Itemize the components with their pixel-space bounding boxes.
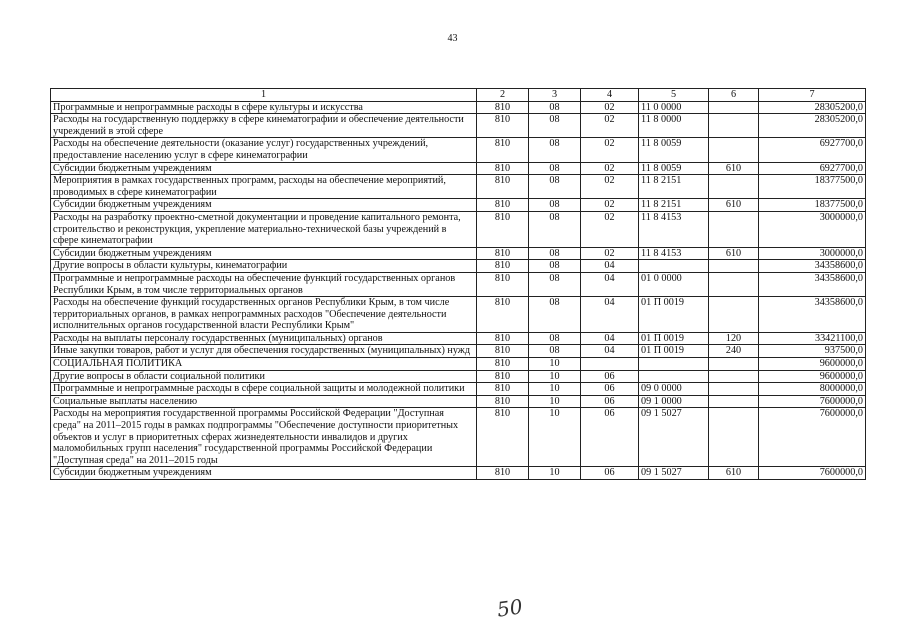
row-subsection-code: 02 bbox=[581, 211, 639, 247]
row-section-code: 08 bbox=[529, 138, 581, 162]
row-expense-type: 610 bbox=[709, 467, 759, 480]
row-subsection-code: 06 bbox=[581, 383, 639, 396]
row-ministry-code: 810 bbox=[477, 345, 529, 358]
row-name: Субсидии бюджетным учреждениям bbox=[51, 247, 477, 260]
row-name: Социальные выплаты населению bbox=[51, 395, 477, 408]
row-ministry-code: 810 bbox=[477, 395, 529, 408]
header-col-2: 2 bbox=[477, 89, 529, 102]
row-ministry-code: 810 bbox=[477, 101, 529, 114]
row-ministry-code: 810 bbox=[477, 247, 529, 260]
table-row bbox=[51, 408, 866, 467]
row-name: Расходы на обеспечение функций государственных органов Республики Крым, в том числе территориальных органов, в рамках непрограммных расходов "Обеспечение деятельности исполнительных органов государственной власти Республики Крым" bbox=[51, 297, 477, 333]
row-section-code: 08 bbox=[529, 162, 581, 175]
row-expense-type bbox=[709, 138, 759, 162]
row-target-code bbox=[639, 358, 709, 371]
row-ministry-code: 810 bbox=[477, 175, 529, 199]
row-amount: 7600000,0 bbox=[759, 467, 866, 480]
row-ministry-code: 810 bbox=[477, 383, 529, 396]
row-subsection-code: 06 bbox=[581, 467, 639, 480]
header-row bbox=[51, 89, 866, 102]
row-name: Другие вопросы в области социальной политики bbox=[51, 370, 477, 383]
row-expense-type bbox=[709, 408, 759, 467]
row-section-code: 08 bbox=[529, 272, 581, 296]
row-expense-type bbox=[709, 370, 759, 383]
row-amount: 9600000,0 bbox=[759, 358, 866, 371]
row-amount: 6927700,0 bbox=[759, 138, 866, 162]
row-subsection-code: 02 bbox=[581, 101, 639, 114]
row-target-code: 11 8 2151 bbox=[639, 199, 709, 212]
row-name: Субсидии бюджетным учреждениям bbox=[51, 467, 477, 480]
table-row bbox=[51, 175, 866, 199]
row-section-code: 08 bbox=[529, 211, 581, 247]
row-subsection-code: 04 bbox=[581, 297, 639, 333]
row-expense-type: 610 bbox=[709, 162, 759, 175]
row-target-code: 11 8 2151 bbox=[639, 175, 709, 199]
row-expense-type bbox=[709, 395, 759, 408]
table-row bbox=[51, 101, 866, 114]
row-name: Субсидии бюджетным учреждениям bbox=[51, 162, 477, 175]
row-expense-type bbox=[709, 297, 759, 333]
row-amount: 8000000,0 bbox=[759, 383, 866, 396]
row-subsection-code: 06 bbox=[581, 370, 639, 383]
row-name: СОЦИАЛЬНАЯ ПОЛИТИКА bbox=[51, 358, 477, 371]
row-target-code: 09 1 5027 bbox=[639, 467, 709, 480]
row-name: Расходы на выплаты персоналу государственных (муниципальных) органов bbox=[51, 332, 477, 345]
row-section-code: 10 bbox=[529, 358, 581, 371]
table-row bbox=[51, 138, 866, 162]
row-target-code: 01 П 0019 bbox=[639, 297, 709, 333]
row-ministry-code: 810 bbox=[477, 408, 529, 467]
row-ministry-code: 810 bbox=[477, 467, 529, 480]
row-section-code: 08 bbox=[529, 114, 581, 138]
row-target-code: 09 1 5027 bbox=[639, 408, 709, 467]
table-row bbox=[51, 272, 866, 296]
header-col-1: 1 bbox=[51, 89, 477, 102]
row-section-code: 08 bbox=[529, 345, 581, 358]
row-expense-type bbox=[709, 358, 759, 371]
row-subsection-code: 02 bbox=[581, 175, 639, 199]
row-amount: 33421100,0 bbox=[759, 332, 866, 345]
row-subsection-code: 04 bbox=[581, 260, 639, 273]
row-expense-type bbox=[709, 272, 759, 296]
header-col-7: 7 bbox=[759, 89, 866, 102]
page-number: 43 bbox=[447, 33, 458, 44]
row-subsection-code: 06 bbox=[581, 408, 639, 467]
row-ministry-code: 810 bbox=[477, 358, 529, 371]
row-subsection-code: 02 bbox=[581, 199, 639, 212]
row-amount: 34358600,0 bbox=[759, 260, 866, 273]
row-target-code: 01 П 0019 bbox=[639, 332, 709, 345]
table-row bbox=[51, 395, 866, 408]
row-expense-type bbox=[709, 175, 759, 199]
row-amount: 28305200,0 bbox=[759, 101, 866, 114]
row-expense-type bbox=[709, 383, 759, 396]
row-target-code bbox=[639, 370, 709, 383]
table-row bbox=[51, 297, 866, 333]
row-amount: 18377500,0 bbox=[759, 175, 866, 199]
row-subsection-code: 02 bbox=[581, 247, 639, 260]
header-col-6: 6 bbox=[709, 89, 759, 102]
row-expense-type bbox=[709, 211, 759, 247]
row-ministry-code: 810 bbox=[477, 211, 529, 247]
row-target-code: 11 8 0000 bbox=[639, 114, 709, 138]
row-name: Программные и непрограммные расходы в сфере культуры и искусства bbox=[51, 101, 477, 114]
row-subsection-code: 02 bbox=[581, 162, 639, 175]
row-subsection-code bbox=[581, 358, 639, 371]
header-col-4: 4 bbox=[581, 89, 639, 102]
handwritten-signature: 50 bbox=[495, 594, 524, 622]
row-section-code: 08 bbox=[529, 199, 581, 212]
row-ministry-code: 810 bbox=[477, 260, 529, 273]
table-row bbox=[51, 358, 866, 371]
row-expense-type bbox=[709, 260, 759, 273]
row-expense-type bbox=[709, 101, 759, 114]
row-name: Расходы на государственную поддержку в сфере кинематографии и обеспечение деятельности учреждений в этой сфере bbox=[51, 114, 477, 138]
row-target-code: 11 0 0000 bbox=[639, 101, 709, 114]
row-target-code: 11 8 4153 bbox=[639, 247, 709, 260]
row-ministry-code: 810 bbox=[477, 332, 529, 345]
row-section-code: 08 bbox=[529, 247, 581, 260]
header-col-5: 5 bbox=[639, 89, 709, 102]
budget-table bbox=[50, 88, 866, 480]
row-section-code: 10 bbox=[529, 467, 581, 480]
row-section-code: 10 bbox=[529, 395, 581, 408]
row-name: Программные и непрограммные расходы в сфере социальной защиты и молодежной политики bbox=[51, 383, 477, 396]
row-amount: 937500,0 bbox=[759, 345, 866, 358]
row-amount: 34358600,0 bbox=[759, 297, 866, 333]
row-subsection-code: 02 bbox=[581, 114, 639, 138]
row-target-code: 11 8 0059 bbox=[639, 162, 709, 175]
row-target-code bbox=[639, 260, 709, 273]
row-ministry-code: 810 bbox=[477, 272, 529, 296]
row-section-code: 08 bbox=[529, 260, 581, 273]
row-target-code: 01 П 0019 bbox=[639, 345, 709, 358]
row-name: Расходы на обеспечение деятельности (оказание услуг) государственных учреждений, предоставление населению услуг в сфере кинематографии bbox=[51, 138, 477, 162]
row-section-code: 08 bbox=[529, 332, 581, 345]
row-name: Другие вопросы в области культуры, кинематографии bbox=[51, 260, 477, 273]
row-amount: 7600000,0 bbox=[759, 408, 866, 467]
row-amount: 28305200,0 bbox=[759, 114, 866, 138]
row-ministry-code: 810 bbox=[477, 114, 529, 138]
row-name: Программные и непрограммные расходы на обеспечение функций государственных органов Республики Крым, в том числе территориальных органов bbox=[51, 272, 477, 296]
row-section-code: 10 bbox=[529, 383, 581, 396]
row-subsection-code: 02 bbox=[581, 138, 639, 162]
table-row bbox=[51, 199, 866, 212]
row-expense-type: 240 bbox=[709, 345, 759, 358]
row-subsection-code: 04 bbox=[581, 272, 639, 296]
row-target-code: 11 8 4153 bbox=[639, 211, 709, 247]
row-name: Расходы на мероприятия государственной программы Российской Федерации "Доступная среда" на 2011–2015 годы в рамках подпрограммы "Обеспечение доступности приоритетных объектов и услуг в приоритетных сферах жизнедеятельности инвалидов и других маломобильных групп населения" государственной программы Российской Федерации "Доступная среда" на 2011–2015 годы bbox=[51, 408, 477, 467]
row-amount: 18377500,0 bbox=[759, 199, 866, 212]
row-target-code: 09 0 0000 bbox=[639, 383, 709, 396]
row-amount: 34358600,0 bbox=[759, 272, 866, 296]
row-section-code: 08 bbox=[529, 297, 581, 333]
table-row bbox=[51, 467, 866, 480]
row-section-code: 08 bbox=[529, 101, 581, 114]
row-subsection-code: 04 bbox=[581, 345, 639, 358]
row-amount: 7600000,0 bbox=[759, 395, 866, 408]
table-row bbox=[51, 383, 866, 396]
row-ministry-code: 810 bbox=[477, 162, 529, 175]
row-amount: 6927700,0 bbox=[759, 162, 866, 175]
row-ministry-code: 810 bbox=[477, 370, 529, 383]
table-row bbox=[51, 247, 866, 260]
row-name: Расходы на разработку проектно-сметной документации и проведение капитального ремонта, строительство и реконструкция, укрепление материально-технической базы учреждений в сфере кинематографии bbox=[51, 211, 477, 247]
table-row bbox=[51, 332, 866, 345]
row-target-code: 09 1 0000 bbox=[639, 395, 709, 408]
row-amount: 9600000,0 bbox=[759, 370, 866, 383]
row-ministry-code: 810 bbox=[477, 199, 529, 212]
row-amount: 3000000,0 bbox=[759, 247, 866, 260]
row-subsection-code: 04 bbox=[581, 332, 639, 345]
table-row bbox=[51, 211, 866, 247]
row-target-code: 11 8 0059 bbox=[639, 138, 709, 162]
table-row bbox=[51, 162, 866, 175]
row-expense-type: 610 bbox=[709, 247, 759, 260]
table-row bbox=[51, 370, 866, 383]
row-ministry-code: 810 bbox=[477, 138, 529, 162]
row-section-code: 08 bbox=[529, 175, 581, 199]
table-row bbox=[51, 345, 866, 358]
row-name: Иные закупки товаров, работ и услуг для обеспечения государственных (муниципальных) нужд bbox=[51, 345, 477, 358]
row-amount: 3000000,0 bbox=[759, 211, 866, 247]
row-name: Мероприятия в рамках государственных программ, расходы на обеспечение мероприятий, проводимых в сфере кинематографии bbox=[51, 175, 477, 199]
row-subsection-code: 06 bbox=[581, 395, 639, 408]
table-row bbox=[51, 114, 866, 138]
row-ministry-code: 810 bbox=[477, 297, 529, 333]
table-row bbox=[51, 260, 866, 273]
row-section-code: 10 bbox=[529, 370, 581, 383]
row-target-code: 01 0 0000 bbox=[639, 272, 709, 296]
row-name: Субсидии бюджетным учреждениям bbox=[51, 199, 477, 212]
row-expense-type bbox=[709, 114, 759, 138]
row-expense-type: 120 bbox=[709, 332, 759, 345]
row-expense-type: 610 bbox=[709, 199, 759, 212]
row-section-code: 10 bbox=[529, 408, 581, 467]
header-col-3: 3 bbox=[529, 89, 581, 102]
